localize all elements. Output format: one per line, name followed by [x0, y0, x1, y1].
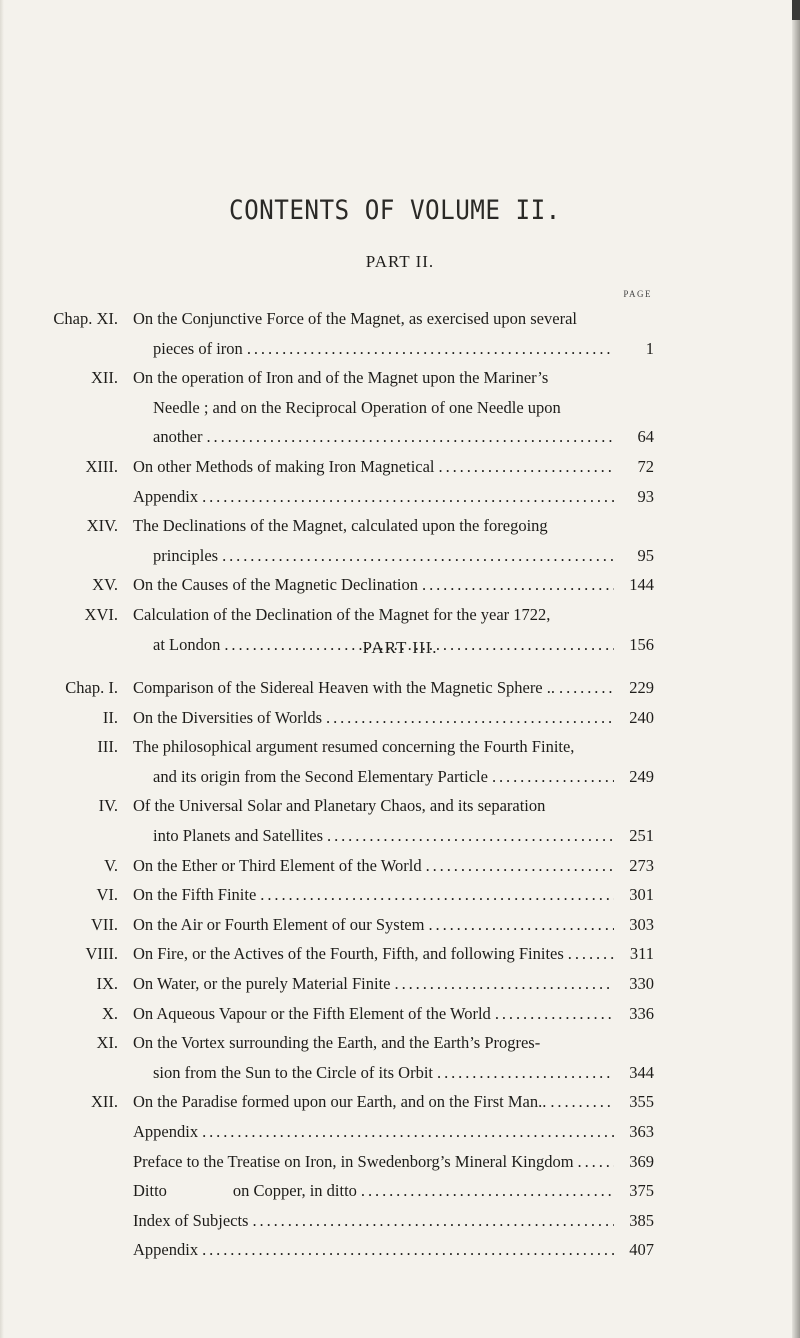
toc-entry	[30, 1177, 654, 1205]
page-number: 156	[629, 634, 654, 654]
entry-title: On the Causes of the Magnetic Declination	[133, 575, 419, 595]
dot-leader	[247, 335, 614, 363]
toc-entry	[30, 423, 654, 451]
page-left-edge	[0, 0, 4, 1338]
entry-title: Appendix	[133, 486, 199, 506]
chapter-number: X.	[101, 1003, 118, 1023]
toc-entry	[30, 1000, 654, 1028]
page-number: 385	[629, 1210, 654, 1230]
chapter-number: IV.	[98, 796, 118, 816]
dot-leader	[426, 852, 614, 880]
dot-leader	[568, 940, 614, 968]
entry-title-with-leader	[133, 940, 614, 968]
page-number: 72	[637, 457, 654, 476]
toc-entry	[30, 542, 654, 570]
entry-title-with-leader	[133, 852, 614, 880]
page-number: 330	[629, 974, 654, 993]
chapter-number: XII.	[90, 368, 118, 388]
entry-title-with-leader	[133, 881, 614, 909]
dot-leader	[202, 1236, 614, 1264]
dot-leader	[395, 970, 614, 998]
part-iii-heading: PART III.	[362, 638, 438, 657]
page-number: 240	[629, 707, 654, 727]
dot-leader	[361, 1177, 614, 1205]
toc-entry	[30, 1236, 654, 1264]
toc-entry	[30, 970, 654, 998]
entry-title: Appendix	[133, 1122, 199, 1141]
toc-entry	[30, 512, 654, 540]
entry-title: On the operation of Iron and of the Magnet upon the Mariner’s	[133, 368, 549, 388]
entry-title: pieces of iron	[153, 338, 243, 358]
chapter-number: Chap. I.	[65, 678, 118, 697]
toc-entry	[30, 1029, 654, 1057]
dot-leader	[437, 1059, 614, 1087]
chapter-number: III.	[97, 737, 118, 757]
page-number: 273	[629, 855, 654, 875]
entry-title-with-leader	[153, 822, 614, 850]
entry-title: and its origin from the Second Elementary Particle	[153, 766, 488, 786]
entry-title-with-leader	[133, 704, 614, 732]
entry-title: On the Fifth Finite	[133, 885, 257, 905]
entry-title-with-leader	[133, 1000, 614, 1028]
dot-leader	[439, 453, 614, 481]
entry-title: On the Diversities of Worlds	[133, 707, 323, 727]
page-number: 64	[637, 427, 654, 447]
entry-title: at London	[153, 634, 221, 654]
toc-entry	[30, 733, 654, 761]
entry-title: Appendix	[133, 1240, 199, 1260]
page-number: 303	[629, 914, 654, 934]
entry-title-with-leader	[133, 1236, 614, 1264]
page-number: 355	[629, 1092, 654, 1112]
entry-title-with-leader	[133, 1148, 614, 1176]
toc-entry	[30, 881, 654, 909]
toc-entry	[30, 364, 654, 392]
page-title: CONTENTS OF VOLUME II.	[229, 195, 561, 226]
chapter-number: VI.	[96, 885, 118, 905]
page-number: 375	[629, 1181, 654, 1201]
toc-entry	[30, 911, 654, 939]
dot-leader	[495, 1000, 614, 1028]
entry-title: On the Paradise formed upon our Earth, and on the First Man..	[133, 1092, 547, 1112]
entry-title: sion from the Sun to the Circle of its Orbit	[153, 1062, 434, 1082]
entry-title-with-leader	[133, 911, 614, 939]
dot-leader	[422, 571, 614, 599]
toc-entry	[30, 631, 654, 659]
entry-title: On the Conjunctive Force of the Magnet, as exercised upon several	[133, 309, 577, 328]
entry-title: On Aqueous Vapour or the Fifth Element of the World	[133, 1003, 491, 1023]
toc-entry	[30, 674, 654, 702]
dot-leader	[550, 1088, 614, 1116]
toc-entry	[30, 483, 654, 511]
dot-leader	[492, 763, 614, 791]
entry-title-with-leader	[153, 631, 614, 659]
entry-title-with-leader	[133, 571, 614, 599]
toc-entry	[30, 571, 654, 599]
entry-title-with-leader	[153, 542, 614, 570]
page-number: 1	[645, 338, 654, 358]
toc-entry	[30, 305, 654, 333]
chapter-number: V.	[104, 855, 118, 875]
entry-title: On Water, or the purely Material Finite	[133, 974, 391, 993]
dot-leader	[327, 822, 614, 850]
page-number: 311	[629, 944, 654, 964]
entry-title-with-leader	[133, 674, 614, 702]
entry-title: On the Vortex surrounding the Earth, and the Earth’s Progres-	[133, 1033, 541, 1053]
page-number: 344	[629, 1062, 654, 1082]
page-number: 144	[629, 575, 654, 595]
dot-leader	[206, 423, 614, 451]
entry-title: Of the Universal Solar and Planetary Chaos, and its separation	[133, 796, 546, 816]
entry-title-with-leader	[153, 423, 614, 451]
entry-title: On other Methods of making Iron Magnetical	[133, 457, 435, 476]
page-number: 301	[629, 885, 654, 905]
page-number: 369	[629, 1151, 654, 1171]
toc-entry	[30, 1118, 654, 1146]
page-column-label: PAGE	[623, 289, 652, 299]
entry-title: into Planets and Satellites	[153, 826, 324, 845]
entry-title: On the Air or Fourth Element of our System	[133, 914, 425, 934]
chapter-number: XV.	[92, 575, 118, 595]
entry-title-with-leader	[153, 763, 614, 791]
toc-entry	[30, 601, 654, 629]
chapter-number: XI.	[96, 1033, 118, 1053]
page-number: 363	[629, 1122, 654, 1141]
chapter-number: VII.	[90, 914, 118, 934]
entry-title: Preface to the Treatise on Iron, in Swedenborg’s Mineral Kingdom	[133, 1151, 574, 1171]
chapter-number: XVI.	[84, 605, 118, 624]
entry-title: The Declinations of the Magnet, calculated upon the foregoing	[133, 516, 548, 536]
page-right-edge	[792, 0, 800, 1338]
entry-title: Comparison of the Sidereal Heaven with the Magnetic Sphere ..	[133, 678, 556, 697]
entry-title-with-leader	[133, 1177, 614, 1205]
entry-title-with-leader	[133, 453, 614, 481]
entry-title-with-leader	[133, 970, 614, 998]
toc-entry	[30, 822, 654, 850]
chapter-number: II.	[102, 707, 118, 727]
entry-title: On Fire, or the Actives of the Fourth, Fifth, and following Finites	[133, 944, 564, 964]
dot-leader	[222, 542, 614, 570]
entry-title-with-leader	[153, 335, 614, 363]
entry-title-with-leader	[133, 1088, 614, 1116]
toc-entry	[30, 763, 654, 791]
toc-entry	[30, 394, 654, 422]
entry-title-with-leader	[153, 1059, 614, 1087]
chapter-number: Chap. XI.	[53, 309, 118, 328]
toc-entry	[30, 453, 654, 481]
dot-leader	[252, 1207, 614, 1235]
dot-leader	[224, 631, 614, 659]
page-number: 249	[629, 766, 654, 786]
entry-title: Calculation of the Declination of the Magnet for the year 1722,	[133, 605, 551, 624]
chapter-number: VIII.	[85, 944, 118, 964]
dot-leader	[428, 911, 614, 939]
entry-title-with-leader	[133, 1207, 614, 1235]
dot-leader	[260, 881, 614, 909]
dot-leader	[326, 704, 614, 732]
chapter-number: IX.	[96, 974, 118, 993]
entry-title: Ditto on Copper, in ditto	[133, 1181, 357, 1201]
page-number: 229	[629, 678, 654, 697]
chapter-number: XIV.	[86, 516, 118, 536]
toc-entry	[30, 1059, 654, 1087]
page-number: 95	[637, 545, 654, 565]
toc-entry	[30, 1088, 654, 1116]
entry-title: On the Ether or Third Element of the World	[133, 855, 422, 875]
chapter-number: XIII.	[85, 457, 118, 476]
chapter-number: XII.	[90, 1092, 118, 1112]
dot-leader	[202, 483, 614, 511]
dot-leader	[559, 674, 614, 702]
toc-entry	[30, 704, 654, 732]
entry-title: Needle ; and on the Reciprocal Operation of one Needle upon	[153, 397, 561, 417]
entry-title: principles	[153, 545, 219, 565]
toc-entry	[30, 1207, 654, 1235]
page-number: 407	[629, 1240, 654, 1260]
toc-entry	[30, 940, 654, 968]
toc-entry	[30, 1148, 654, 1176]
page-number: 336	[629, 1003, 654, 1023]
entry-title-with-leader	[133, 1118, 614, 1146]
page-number: 251	[629, 826, 654, 845]
page-number: 93	[637, 486, 654, 506]
toc-entry	[30, 792, 654, 820]
dot-leader	[202, 1118, 614, 1146]
entry-title: Index of Subjects	[133, 1210, 249, 1230]
toc-entry	[30, 852, 654, 880]
toc-entry	[30, 335, 654, 363]
entry-title-with-leader	[133, 483, 614, 511]
entry-title: another	[153, 427, 203, 447]
part-ii-heading: PART II.	[365, 252, 435, 271]
dot-leader	[578, 1148, 614, 1176]
entry-title: The philosophical argument resumed concerning the Fourth Finite,	[133, 737, 575, 757]
